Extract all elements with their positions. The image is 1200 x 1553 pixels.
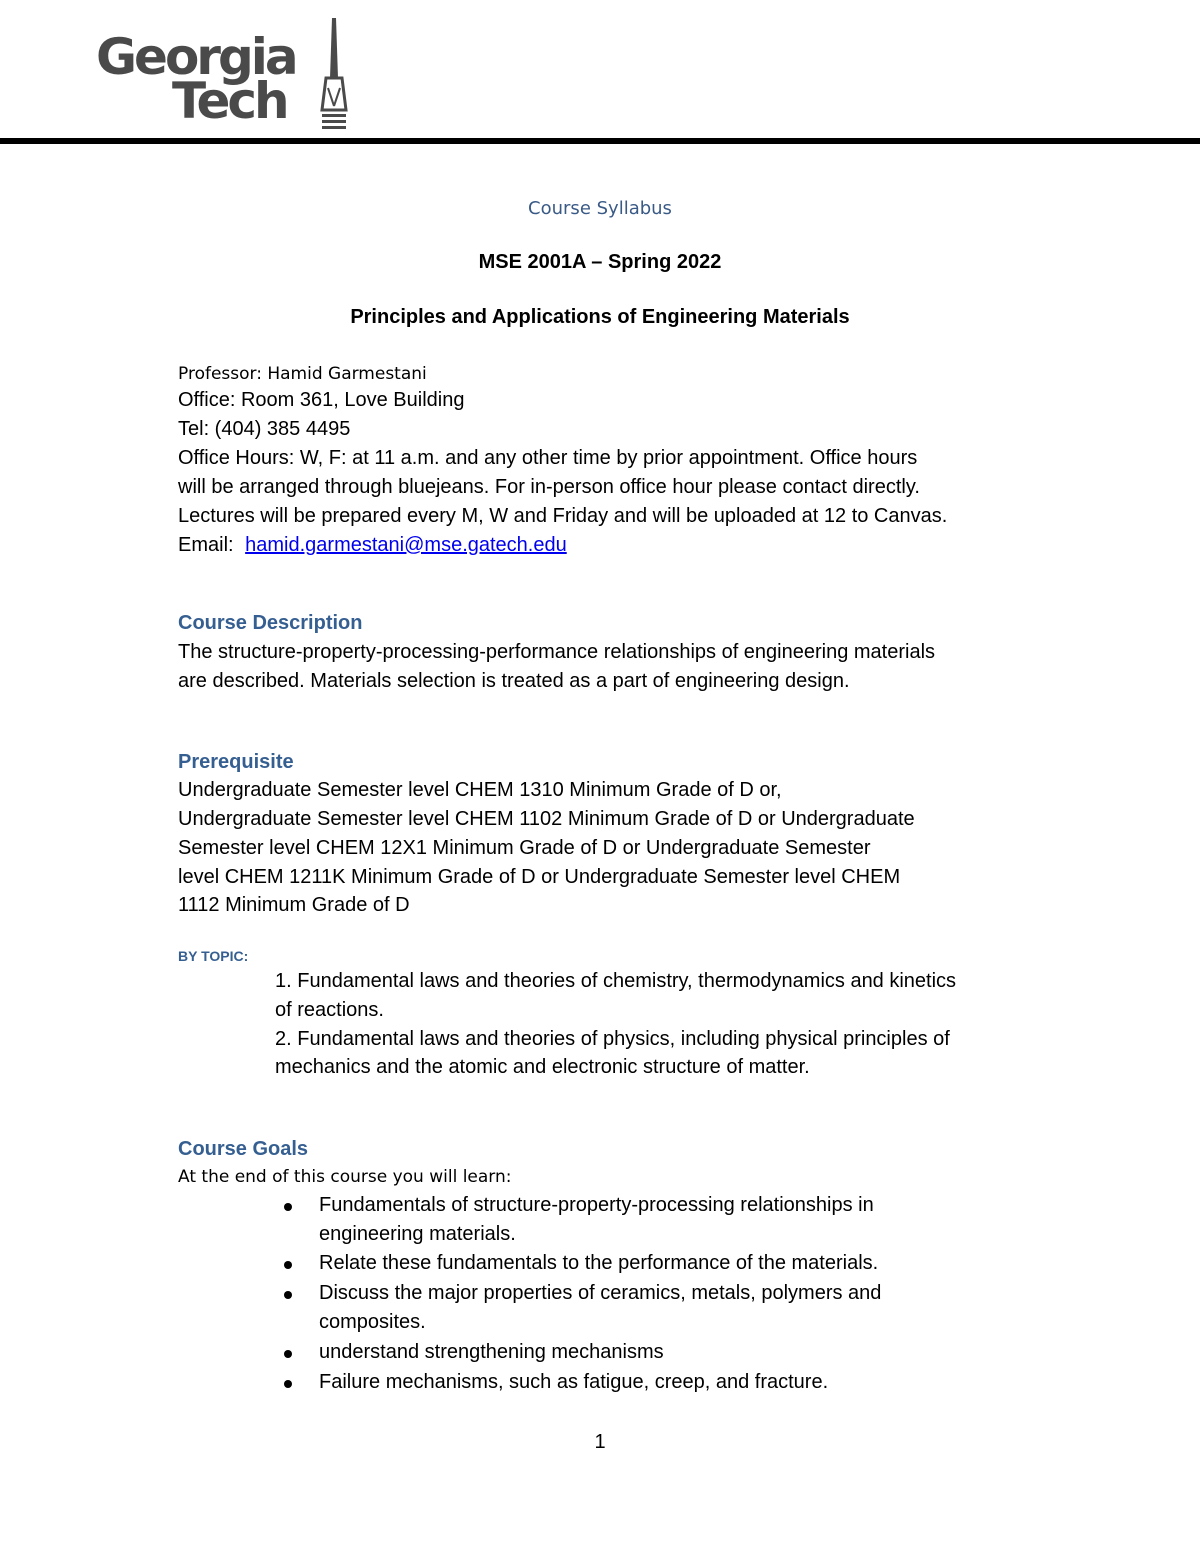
goal-item: Relate these fundamentals to the performance of the materials.	[319, 1252, 879, 1274]
topic-line: 2. Fundamental laws and theories of physics, including physical principles of	[275, 1028, 950, 1050]
prerequisite-line: Undergraduate Semester level CHEM 1102 Minimum Grade of D or Undergraduate	[178, 808, 915, 830]
topic-line: mechanics and the atomic and electronic structure of matter.	[275, 1056, 810, 1078]
email-line	[178, 534, 567, 557]
header-divider	[0, 138, 1200, 144]
course-code: MSE 2001A – Spring 2022	[478, 251, 722, 273]
description-line: The structure-property-processing-performance relationships of engineering materials	[178, 641, 936, 663]
professor-line: Professor: Hamid Garmestani	[178, 364, 427, 384]
goal-item: Discuss the major properties of ceramics, metals, polymers and	[319, 1282, 882, 1304]
lectures-line: Lectures will be prepared every M, W and Friday and will be uploaded at 12 to Canvas.	[178, 505, 948, 527]
bullet-icon	[284, 1261, 292, 1269]
office-hours-line-2: will be arranged through bluejeans. For in-person office hour please contact directly.	[178, 476, 920, 498]
bullet-icon	[284, 1350, 292, 1358]
prerequisite-line: 1112 Minimum Grade of D	[178, 894, 410, 916]
prerequisite-line: Semester level CHEM 12X1 Minimum Grade of D or Undergraduate Semester	[178, 837, 871, 859]
prerequisite-line: Undergraduate Semester level CHEM 1310 Minimum Grade of D or,	[178, 779, 782, 801]
goal-item: Failure mechanisms, such as fatigue, creep, and fracture.	[319, 1371, 829, 1393]
goal-item: Fundamentals of structure-property-processing relationships in	[319, 1194, 874, 1216]
bullet-icon	[284, 1203, 292, 1211]
course-title: Principles and Applications of Engineering Materials	[350, 306, 850, 328]
course-description-heading: Course Description	[178, 612, 363, 634]
description-line: are described. Materials selection is treated as a part of engineering design.	[178, 670, 850, 692]
email-link[interactable]: hamid.garmestani@mse.gatech.edu	[245, 534, 567, 556]
logo-text-tech: Tech	[172, 72, 287, 130]
georgia-tech-logo	[92, 14, 382, 134]
prerequisite-line: level CHEM 1211K Minimum Grade of D or Undergraduate Semester level CHEM	[178, 866, 901, 888]
prerequisite-heading: Prerequisite	[178, 751, 294, 773]
tech-tower-icon	[314, 18, 354, 134]
tel-line: Tel: (404) 385 4495	[178, 418, 351, 440]
goal-item-continued: composites.	[319, 1311, 426, 1333]
bullet-icon	[284, 1291, 292, 1299]
topic-line: of reactions.	[275, 999, 384, 1021]
email-label: Email:	[178, 534, 234, 556]
course-goals-heading: Course Goals	[178, 1138, 309, 1160]
goal-item-continued: engineering materials.	[319, 1223, 516, 1245]
syllabus-label: Course Syllabus	[528, 198, 672, 219]
office-hours-line-1: Office Hours: W, F: at 11 a.m. and any other time by prior appointment. Office hours	[178, 447, 918, 469]
topic-line: 1. Fundamental laws and theories of chemistry, thermodynamics and kinetics	[275, 970, 957, 992]
by-topic-heading: BY TOPIC:	[178, 948, 249, 964]
page-number: 1	[594, 1431, 606, 1453]
goal-item: understand strengthening mechanisms	[319, 1341, 664, 1363]
office-line: Office: Room 361, Love Building	[178, 389, 465, 411]
logo-text-georgia: Georgia	[96, 28, 296, 86]
goals-intro: At the end of this course you will learn:	[178, 1167, 512, 1187]
bullet-icon	[284, 1380, 292, 1388]
